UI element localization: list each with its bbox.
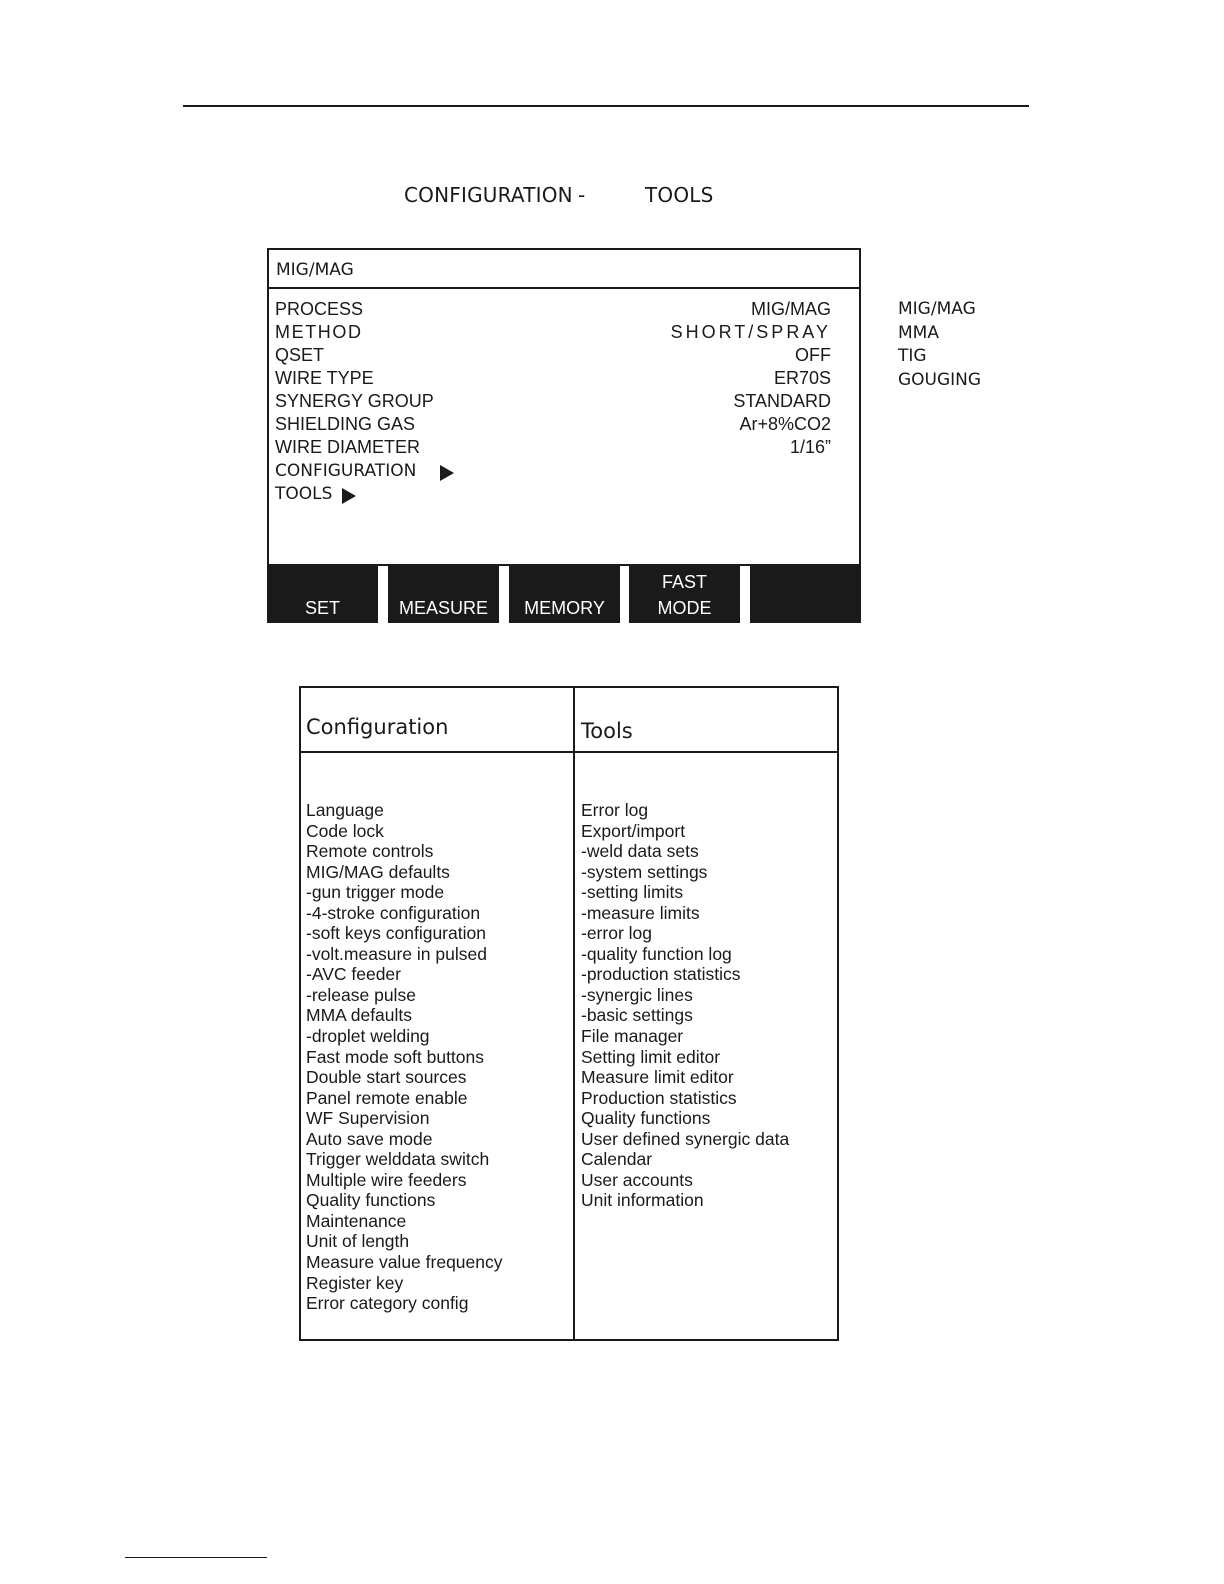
list-item: -gun trigger mode — [306, 882, 445, 903]
process-options-list — [898, 298, 981, 393]
list-item: -system settings — [581, 861, 708, 882]
menu-table — [299, 686, 839, 1341]
list-item: -production statistics — [581, 964, 741, 985]
set-button[interactable] — [267, 566, 378, 623]
softkey-label: MEASURE — [398, 598, 488, 618]
list-item: Calendar — [581, 1149, 653, 1170]
soft-key-bar — [267, 566, 861, 623]
menu-value: SHORT/SPRAY — [670, 322, 831, 342]
menu-value: ER70S — [773, 368, 831, 388]
menu-label: METHOD — [275, 322, 363, 342]
list-item: Error category config — [306, 1293, 469, 1314]
list-item: -measure limits — [581, 902, 700, 923]
top-rule — [183, 105, 1029, 107]
menu-row-wire-type[interactable] — [275, 367, 831, 390]
tools-column-header: Tools — [581, 719, 633, 743]
menu-value: 1/16” — [789, 437, 831, 457]
blank-soft-key[interactable] — [750, 566, 861, 623]
list-item: File manager — [581, 1026, 684, 1047]
right-triangle-icon — [342, 488, 356, 504]
list-item: Auto save mode — [306, 1128, 433, 1149]
menu-label: SHIELDING GAS — [275, 414, 416, 434]
list-item: Trigger welddata switch — [306, 1149, 490, 1170]
table-column-divider — [573, 688, 575, 1339]
list-item: Production statistics — [581, 1087, 737, 1108]
process-option: MIG/MAG — [898, 299, 976, 319]
process-option: GOUGING — [898, 370, 982, 391]
menu-row-wire-diameter[interactable] — [275, 436, 831, 459]
caption-tools: TOOLS — [645, 183, 714, 207]
list-item: -soft keys configuration — [306, 923, 486, 944]
display-panel — [267, 248, 861, 566]
list-item: Register key — [306, 1272, 404, 1293]
menu-value: MIG/MAG — [751, 299, 831, 319]
memory-button[interactable] — [509, 566, 620, 623]
menu-value: STANDARD — [733, 391, 831, 411]
menu-label: QSET — [275, 345, 325, 365]
menu-value: Ar+8%CO2 — [739, 414, 831, 434]
list-item: Language — [306, 800, 384, 820]
table-header-divider — [301, 751, 837, 753]
menu-row-method[interactable] — [275, 321, 831, 344]
fast-mode-button[interactable] — [629, 566, 740, 623]
process-option: MMA — [898, 322, 939, 343]
footnote-rule — [125, 1557, 267, 1558]
menu-label: TOOLS — [275, 484, 333, 504]
list-item: -error log — [581, 923, 652, 944]
menu-row-qset[interactable] — [275, 344, 831, 367]
list-item: Unit information — [581, 1190, 704, 1211]
measure-button[interactable] — [388, 566, 499, 623]
list-item: Measure value frequency — [306, 1252, 503, 1273]
menu-label: WIRE DIAMETER — [275, 437, 421, 457]
list-item: -weld data sets — [581, 841, 699, 862]
list-item: -droplet welding — [306, 1026, 430, 1047]
list-item: -release pulse — [306, 984, 416, 1005]
tools-list — [581, 800, 789, 1211]
menu-value: OFF — [795, 345, 831, 365]
list-item: Panel remote enable — [306, 1087, 468, 1108]
list-item: Setting limit editor — [581, 1046, 721, 1067]
menu-row-process[interactable] — [275, 298, 831, 321]
list-item: Measure limit editor — [581, 1067, 734, 1088]
list-item: User accounts — [581, 1169, 693, 1190]
list-item: Multiple wire feeders — [306, 1169, 467, 1190]
panel-divider — [269, 287, 859, 289]
menu-label: PROCESS — [275, 299, 364, 319]
list-item: Fast mode soft buttons — [306, 1046, 485, 1067]
config-list — [306, 800, 503, 1314]
caption-configuration: CONFIGURATION — [404, 183, 573, 207]
list-item: WF Supervision — [306, 1108, 430, 1129]
list-item: -volt.measure in pulsed — [306, 943, 487, 964]
list-item: MMA defaults — [306, 1005, 413, 1026]
right-triangle-icon — [440, 465, 454, 481]
caption-dash: - — [578, 183, 586, 207]
list-item: Quality functions — [581, 1108, 711, 1129]
list-item: Double start sources — [306, 1067, 467, 1088]
menu-row-synergy-group[interactable] — [275, 390, 831, 413]
menu-row-configuration[interactable] — [275, 460, 831, 483]
list-item: -setting limits — [581, 882, 684, 903]
softkey-label-line1: FAST — [661, 572, 707, 592]
list-item: -4-stroke configuration — [306, 902, 481, 923]
list-item: Remote controls — [306, 841, 434, 862]
list-item: Export/import — [581, 820, 686, 841]
softkey-label-line2: MODE — [657, 598, 712, 618]
list-item: Quality functions — [306, 1190, 436, 1211]
softkey-label: MEMORY — [524, 598, 605, 618]
process-option: TIG — [898, 346, 927, 367]
menu-row-shielding-gas[interactable] — [275, 413, 831, 436]
list-item: Error log — [581, 800, 649, 820]
list-item: Maintenance — [306, 1210, 407, 1231]
list-item: -AVC feeder — [306, 964, 401, 985]
list-item: -basic settings — [581, 1005, 693, 1026]
panel-title: MIG/MAG — [276, 260, 354, 280]
menu-label: CONFIGURATION — [275, 461, 417, 481]
menu-label: SYNERGY GROUP — [275, 391, 434, 411]
config-column-header: Configuration — [306, 715, 449, 739]
list-item: -synergic lines — [581, 984, 693, 1005]
list-item: User defined synergic data — [581, 1128, 790, 1149]
list-item: Unit of length — [306, 1231, 410, 1252]
list-item: -quality function log — [581, 943, 732, 964]
menu-row-tools[interactable] — [275, 483, 831, 506]
list-item: Code lock — [306, 820, 384, 841]
menu-label: WIRE TYPE — [275, 368, 374, 388]
list-item: MIG/MAG defaults — [306, 861, 450, 882]
softkey-label: SET — [304, 598, 340, 618]
